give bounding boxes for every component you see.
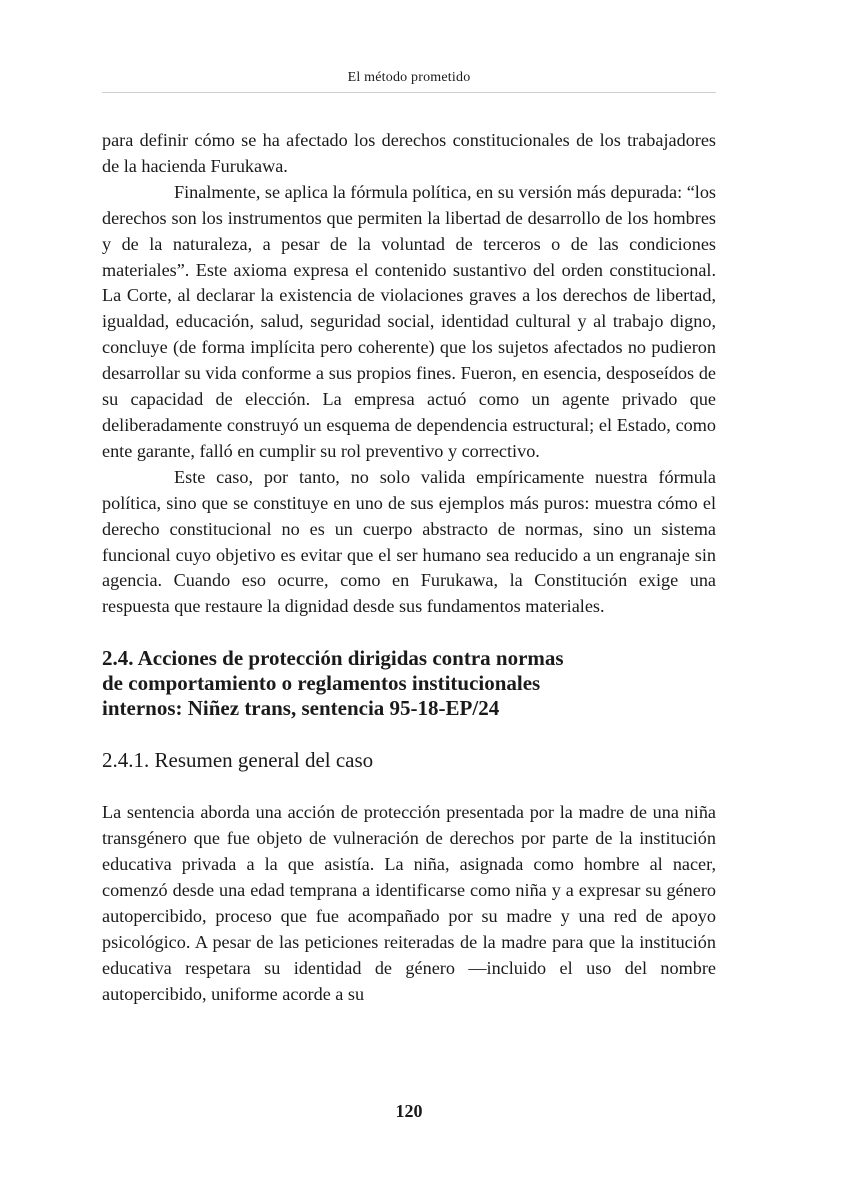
section-heading-line: 2.4. Acciones de protección dirigidas contra normas (102, 646, 564, 671)
subsection-text (102, 800, 716, 1007)
body-paragraph: Este caso, por tanto, no solo valida empíricamente nuestra fórmula política, sino que se constituye en uno de sus ejemplos más puros: muestra cómo el derecho constitucional no es un cuerpo abstracto de normas, sino un sistema funcional cuyo objetivo es evitar que el ser humano sea reducido a un engranaje sin agencia. Cuando eso ocurre, como en Furukawa, la Constitución exige una respuesta que restaure la dignidad desde sus fundamentos materiales. (102, 466, 716, 617)
page-content (102, 128, 716, 1007)
section-heading-line: internos: Niñez trans, sentencia 95-18-EP/24 (102, 696, 500, 721)
body-text (102, 128, 716, 620)
body-paragraph: La sentencia aborda una acción de protección presentada por la madre de una niña transgénero que fue objeto de vulneración de derechos por parte de la institución educativa privada a la que asistía. La niña, asignada como hombre al nacer, comenzó desde una edad temprana a identificarse como niña y a expresar su género autopercibido, proceso que fue acompañado por su madre y una red de apoyo psicológico. A pesar de las peticiones reiteradas de la madre para que la institución educativa respetara su identidad de género —incluido el uso del nombre autopercibido, uniforme acorde a su (102, 802, 716, 1004)
section-heading-line: de comportamiento o reglamentos institucionales (102, 671, 541, 696)
page-number: 120 (395, 1101, 423, 1121)
body-paragraph: Finalmente, se aplica la fórmula política, en su versión más depurada: “los derechos son los instrumentos que permiten la libertad de desarrollo de los hombres y de la naturaleza, a pesar de la voluntad de terceros o de las condiciones materiales”. Este axioma expresa el contenido sustantivo del orden constitucional. La Corte, al declarar la existencia de violaciones graves a los derechos de libertad, igualdad, educación, salud, seguridad social, identidad cultural y al trabajo digno, concluye (de forma implícita pero coherente) que los sujetos afectados no pudieron desarrollar su vida conforme a sus propios fines. Fueron, en esencia, desposeídos de su capacidad de elección. La empresa actuó como un agente privado que deliberadamente construyó un esquema de dependencia estructural; el Estado, como ente garante, falló en cumplir su rol preventivo y correctivo. (102, 181, 716, 461)
section-heading (102, 646, 716, 721)
body-paragraph: para definir cómo se ha afectado los derechos constitucionales de los trabajadores de la hacienda Furukawa. (102, 130, 716, 176)
subsection-heading: 2.4.1. Resumen general del caso (102, 748, 374, 773)
running-header: El método prometido (102, 70, 716, 93)
